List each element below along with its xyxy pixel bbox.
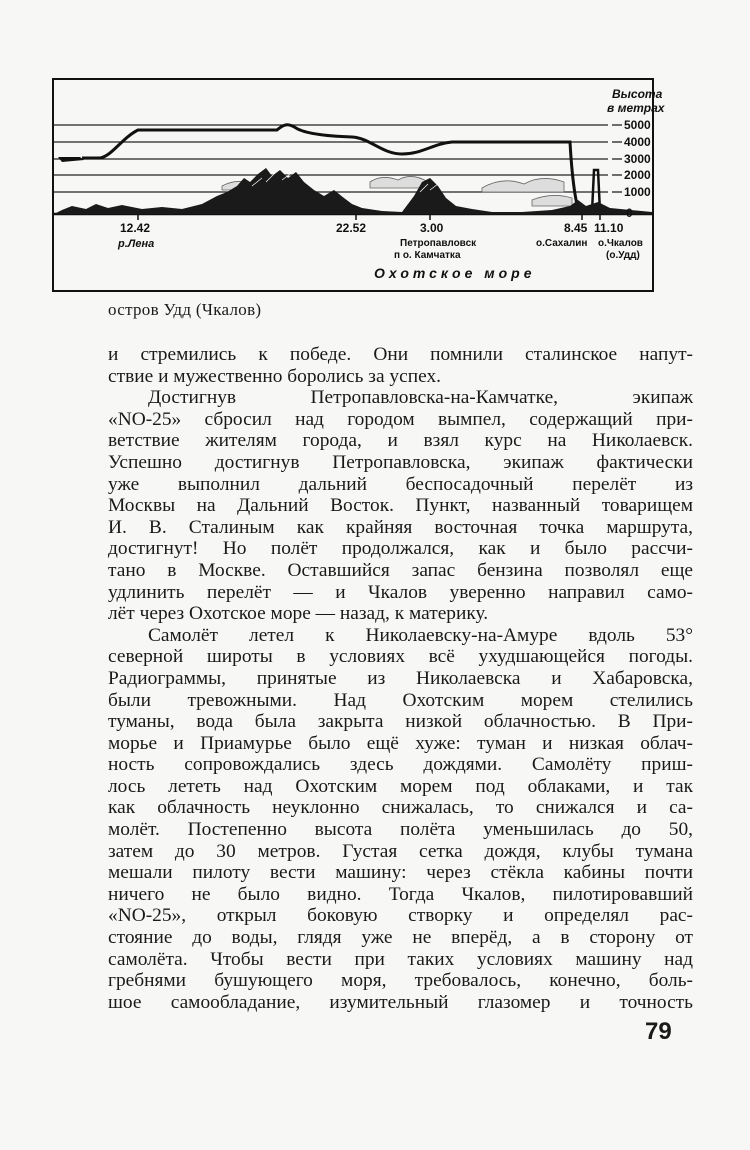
scale-value-2000: 2000 [624, 168, 651, 182]
text-line: Успешно достигнув Петропавловска, экипаж фактически [108, 451, 693, 473]
text-line: «NO-25», открыл боковую створку и определял рас- [108, 905, 693, 927]
text-line: Достигнув Петропавловска-на-Камчатке, экипаж [148, 387, 693, 409]
text-line: Самолёт летел к Николаевску-на-Амуре вдоль 53° [148, 624, 693, 646]
paragraph-3 [108, 625, 693, 1014]
place-petropavlovsk: Петропавловск [400, 238, 477, 249]
text-line: самолёта. Чтобы вести при таких условиях машину над [108, 948, 693, 970]
text-line: ность сопровождались здесь дождями. Самолёту приш- [108, 754, 693, 776]
page-number: 79 [645, 1018, 672, 1045]
text-line: лёт через Охотское море — назад, к материку. [108, 603, 489, 625]
body-text [108, 344, 693, 1013]
text-line: ничего не было видно. Тогда Чкалов, пилотировавший [108, 883, 693, 905]
text-line: туманы, вода была закрыта низкой облачностью. В При- [108, 711, 693, 733]
scale-value-5000: 5000 [624, 118, 651, 132]
text-line: И. В. Сталиным как крайняя восточная точка маршрута, [108, 516, 693, 538]
text-line: молёт. Постепенно высота полёта уменьшилась до 50, [108, 819, 693, 841]
text-line: шое самообладание, изумительный глазомер и точность [108, 991, 693, 1013]
scale-title-2: в метрах [607, 101, 665, 115]
time-labels [120, 221, 624, 235]
text-line: стояние до воды, глядя уже не вперёд, а в сторону от [108, 927, 693, 949]
time-label-300: 3.00 [420, 221, 444, 235]
time-label-1242: 12.42 [120, 221, 151, 235]
text-line: морье и Приамурье было ещё хуже: туман и низкая облач- [108, 732, 693, 754]
text-line: и стремились к победе. Они помнили сталинское напут- [108, 344, 693, 365]
plane-icon [58, 157, 84, 162]
figure-caption: остров Удд (Чкалов) [108, 300, 262, 319]
text-line: ствие и мужественно боролись за успех. [108, 365, 441, 387]
sea-label: Охотское море [374, 265, 536, 281]
scale-marks [612, 125, 622, 192]
text-line: как облачность неуклонно снижалась, то снижался и са- [108, 797, 693, 819]
scale-value-4000: 4000 [624, 135, 651, 149]
text-line: затем до 30 метров. Густая сетка дождя, клубы тумана [108, 840, 693, 862]
text-line: лось лететь над Охотским морем под облаками, и так [108, 775, 693, 797]
text-line: гребнями бушующего моря, требовалось, конечно, боль- [108, 970, 693, 992]
text-line: достигнут! Но полёт продолжался, как и было рассчи- [108, 538, 693, 560]
text-line: были тревожными. Над Охотским морем стелились [108, 689, 693, 711]
time-label-845: 8.45 [564, 221, 588, 235]
scale-title-1: Высота [612, 87, 663, 101]
text-line: Москвы на Дальний Восток. Пункт, названный товарищем [108, 495, 693, 517]
text-line: уже выполнил дальний беспосадочный перелёт из [108, 473, 693, 495]
flight-profile-figure [52, 78, 665, 292]
place-chkalov: о.Чкалов [598, 238, 643, 249]
text-line: «NO-25» сбросил над городом вымпел, содержащий при- [108, 408, 693, 430]
text-line: удлинить перелёт — и Чкалов уверенно направил само- [108, 581, 693, 603]
paragraph-1 [108, 344, 693, 387]
place-lena: р.Лена [118, 238, 155, 250]
time-label-2252: 22.52 [336, 221, 367, 235]
scale-value-1000: 1000 [624, 185, 651, 199]
scale-values [624, 118, 651, 220]
place-kamchatka: п о. Камчатка [394, 250, 461, 261]
text-line: Радиограммы, принятые из Николаевска и Хабаровска, [108, 667, 693, 689]
paragraph-2 [108, 387, 693, 625]
text-line: тано в Москве. Оставшийся запас бензина позволял еще [108, 559, 693, 581]
place-sakhalin: о.Сахалин [536, 238, 588, 249]
place-labels [117, 238, 643, 261]
time-label-1110: 11.10 [594, 221, 624, 235]
scale-value-3000: 3000 [624, 152, 651, 166]
text-line: мешали пилоту вести машину: через стёкла кабины почти [108, 862, 693, 884]
scale-value-0: 0 [626, 206, 633, 220]
text-line: северной широты в условиях всё ухудшающейся погоды. [108, 646, 693, 668]
text-line: ветствие жителям города, и взял курс на Николаевск. [108, 430, 693, 452]
place-udd: (о.Удд) [606, 250, 640, 261]
